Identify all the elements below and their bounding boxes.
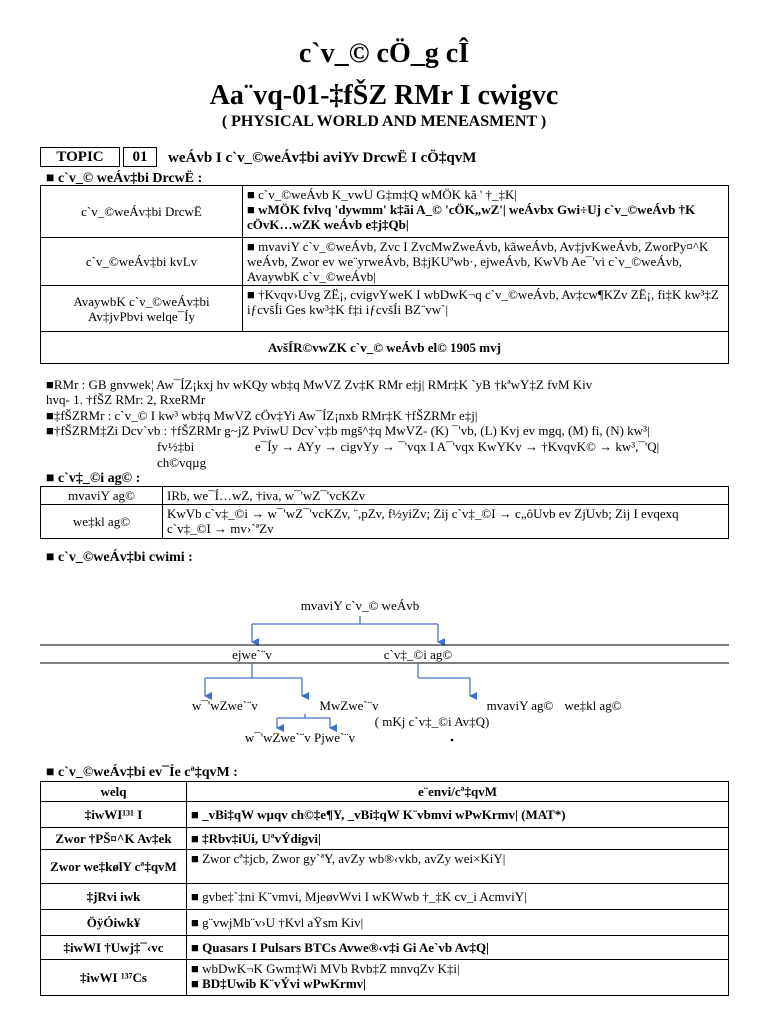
table-row-subject: ‡iwWI †Uwj‡¯‹vc [41,936,187,960]
table-row-use: ■ g¨vwjMb¨v›U †Kvl aŸsm Kiv| [187,910,729,936]
table-cell: IRb, we¯Í…wZ, †iva, w¯'wZ¯'vcKZv [163,487,729,505]
note-division-chain: e¯Íy → AYy → cigvYy → ¯'vqx I A¯'vqx KwYKv → †KvqvK© → kw³,¯'Q| [255,439,660,454]
table-row-subject: ‡iwWI¹³¹ I [41,802,187,828]
section2-table [40,486,729,539]
topic-number-box: 01 [123,147,157,167]
table-row-use: ■ Zwor cª‡jcb, Zwor gy`ªY, avZy wb®‹vkb, avZy wei×KiY| [187,850,729,884]
table-cell: AvaywbK c`v_©weÁv‡bi Av‡jvPbvi welqe¯Íy [41,286,243,332]
tree-leaf-special-property: we‡kl ag© [564,698,622,713]
section1-table [40,185,729,364]
table-row-use [187,960,729,996]
table-row-use: ■ gvbe‡`‡ni K¨vmvi, MjeøvWvi I wKWwb †_‡K cv_i AcmviY| [187,884,729,910]
note-rmr-cont: hvq- 1. †fŠZ RMr: 2, RxeRMr [46,392,206,407]
section2-heading: ■ c`v‡_©i ag© : [46,471,141,486]
table-cell: mvaviY ag© [41,487,163,505]
note-division-label-2: ch©vqµg [157,455,207,470]
note-rmr: ■RMr : GB gnvwek¦ Aw¯ÍZ¡kxj hv wKQy wb‡q MwVZ Zv‡K RMr e‡j| RMr‡K `yB †kªwY‡Z fvM Kiv [46,377,593,392]
table-row-subject: Zwor we‡kølY cª‡qvM [41,850,187,884]
applications-table [40,781,729,996]
tree-leaf-statics: w¯'wZwe`¨v [192,698,258,713]
section3-heading: ■ c`v_©weÁv‡bi cwimi : [46,550,193,565]
column-header: e¨envi/cª‡qvM [187,782,729,802]
note-components: ■†fŠZRM‡Zi Dcv`vb : †fŠZRMr g~jZ PviwU Dcv`v‡b mgš^‡q MwVZ- (K) ¯'vb, (L) Kvj ev mgq, (M) fi, (N) kw³| [46,423,650,438]
cell-line: ■ c`v_©weÁvb K_vwU G‡m‡Q wMÖK kã ' †_‡K| [247,187,518,202]
table-row-subject: ‡iwWI ¹³⁷Cs [41,960,187,996]
table-row-subject: ÖÿÓiwk¥ [41,910,187,936]
table-cell [243,186,729,238]
tree-leaf-dynamics: MwZwe`¨v [319,698,379,713]
table-row-use: ■ ‡Rbv‡iUi, UªvÝdigvi| [187,828,729,850]
stray-dot [451,739,454,742]
tree-branch-right: c`v‡_©i ag© [383,647,453,662]
table-cell: ■ †Kvqv›Uvg ZË¡, cvigvYweK I wbDwK¬q c`v_©weÁvb, Av‡cw¶KZv ZË¡, fi‡K kw³‡Z iƒcvšÍi Ges kw³‡K f‡i iƒcvšÍi BZ¨vw`| [243,286,729,332]
table-row-use: ■ Quasars I Pulsars BTCs Avwe®‹v‡i Gi Ae`vb Av‡Q| [187,936,729,960]
column-header: welq [41,782,187,802]
table-row-subject: Zwor †PŠ¤^K Av‡ek [41,828,187,850]
table-cell: ■ mvaviY c`v_©weÁvb, Zvc I ZvcMwZweÁvb, kãweÁvb, Av‡jvKweÁvb, ZworPy¤^K weÁvb, Zwor ev we¨yrweÁvb, B‡jKUªwb·, ejweÁvb, KwVb Ae¯'vi c`v_©weÁvb, AvaywbK c`v_©weÁvb| [243,238,729,286]
note-division-label: fv½‡bi [157,439,195,454]
table-footer-cell: AvšÍR©vwZK c`v_© weÁvb el© 1905 mvj [41,332,729,364]
scope-tree-diagram [0,590,768,750]
table-row-subject: ‡jRvi iwk [41,884,187,910]
topic-label-box: TOPIC [40,147,120,167]
page-title: c`v_© cÖ_g cÎ [298,38,470,69]
table-row-use: ■ _vBi‡qW wµqv ch©‡e¶Y, _vBi‡qW K¨vbmvi wPwKrmv| (MAT*) [187,802,729,828]
topic-heading: weÁvb I c`v_©weÁv‡bi aviYv DrcwË I cÖ‡qvM [168,150,477,166]
tree-branch-left: ejwe`¨v [232,647,272,662]
chapter-title: Aa¨vq-01-‡fŠZ RMr I cwigvc [209,80,559,111]
cell-line: ■ wMÖK fvlvq 'dywmm' k‡ãi A_© 'cÖK„wZ'| weÁvbx Gwi÷Uj c`v_©weÁvb †K cÖvK…wZK weÁvb e‡j‡Qb| [247,202,696,232]
section4-heading: ■ c`v_©weÁv‡bi ev¯Íe cª‡qvM : [46,765,238,780]
tree-root: mvaviY c`v_© weÁvb [300,598,420,613]
english-title: ( PHYSICAL WORLD AND MENEASMENT ) [221,113,547,130]
tree-leaf-general-property: mvaviY ag© [486,698,554,713]
tree-note: ( mKj c`v‡_©i Av‡Q) [374,714,490,729]
table-cell: KwVb c`v‡_©i → w¯'wZ¯'vcKZv, ¨,pZv, f½yiZv; Zij c`v‡_©I → c„ôUvb ev ZjUvb; Zij I evqexq c`v‡_©I → mv›`ªZv [163,505,729,539]
table-cell: c`v_©weÁv‡bi DrcwË [41,186,243,238]
cell-line: ■ BD‡Uwib K¨vÝvi wPwKrmv| [191,976,367,991]
table-cell: we‡kl ag© [41,505,163,539]
cell-line: ■ wbDwK¬K Gwm‡Wi MVb Rvb‡Z mnvqZv K‡i| [191,961,460,976]
table-cell: c`v_©weÁv‡bi kvLv [41,238,243,286]
note-physical-world: ■‡fŠZRMr : c`v_© I kw³ wb‡q MwVZ cÖv‡Yi Aw¯ÍZ¡nxb RMr‡K †fŠZRMr e‡j| [46,408,478,423]
tree-leaf-kinematics: w¯'wZwe`¨v Pjwe`¨v [244,730,356,745]
section1-heading: ■ c`v_© weÁv‡bi DrcwË : [46,171,203,186]
